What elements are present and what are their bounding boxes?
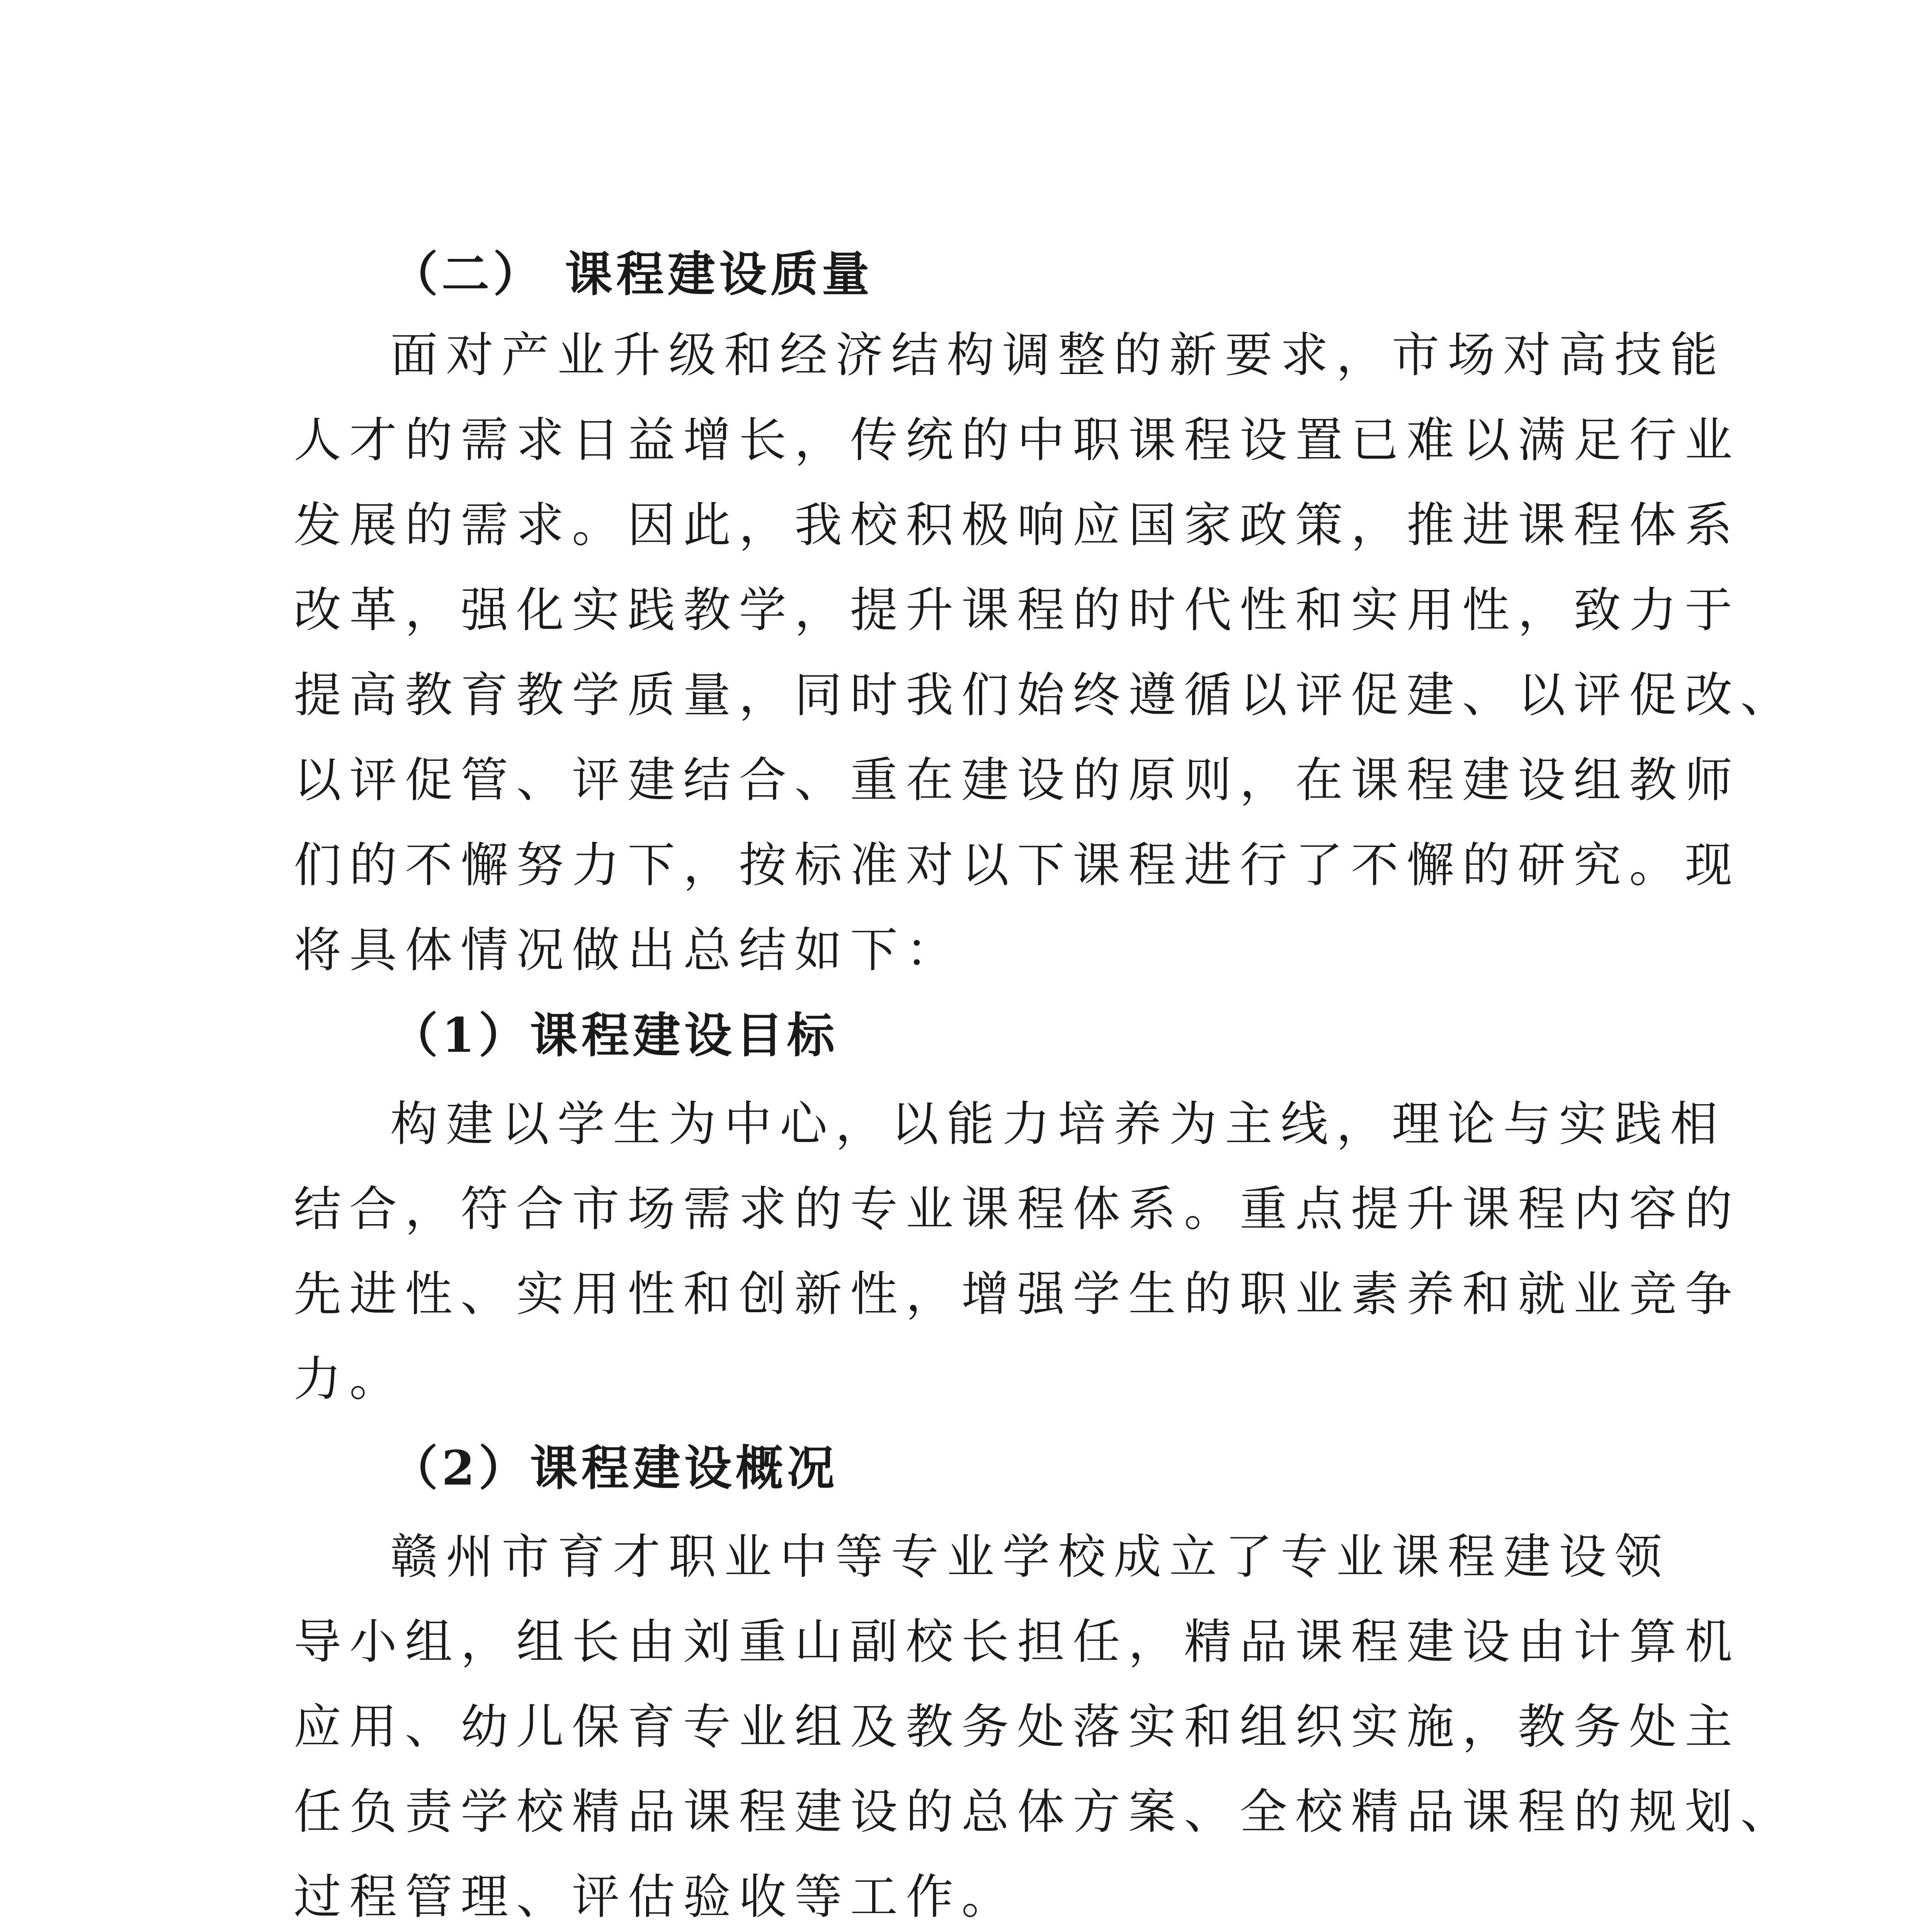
paragraph-1-line-6: 以评促管、评建结合、重在建设的原则，在课程建设组教师 <box>294 753 1740 808</box>
paragraph-1-line-8: 将具体情况做出总结如下： <box>294 923 961 978</box>
paragraph-1-line-4: 改革，强化实践教学，提升课程的时代性和实用性，致力于 <box>294 583 1740 638</box>
paragraph-3-line-1: 赣州市育才职业中等专业学校成立了专业课程建设领 <box>390 1529 1670 1585</box>
paragraph-2-line-3: 先进性、实用性和创新性，增强学生的职业素养和就业竞争 <box>294 1267 1740 1322</box>
subheading-2: （2）课程建设概况 <box>390 1440 839 1496</box>
paragraph-2-line-1: 构建以学生为中心，以能力培养为主线，理论与实践相 <box>390 1097 1726 1152</box>
paragraph-3-line-5: 过程管理、评估验收等工作。 <box>294 1869 1017 1925</box>
paragraph-2-line-4: 力。 <box>294 1352 405 1407</box>
paragraph-1-line-5: 提高教育教学质量，同时我们始终遵循以评促建、以评促改、 <box>294 668 1796 723</box>
section-heading: （二） 课程建设质量 <box>390 247 873 302</box>
paragraph-2-line-2: 结合，符合市场需求的专业课程体系。重点提升课程内容的 <box>294 1182 1740 1237</box>
paragraph-1-line-1: 面对产业升级和经济结构调整的新要求，市场对高技能 <box>390 328 1726 383</box>
paragraph-3-line-3: 应用、幼儿保育专业组及教务处落实和组织实施，教务处主 <box>294 1699 1740 1755</box>
paragraph-1-line-2: 人才的需求日益增长，传统的中职课程设置已难以满足行业 <box>294 413 1740 468</box>
paragraph-3-line-2: 导小组，组长由刘重山副校长担任，精品课程建设由计算机 <box>294 1614 1740 1670</box>
paragraph-1-line-7: 们的不懈努力下，按标准对以下课程进行了不懈的研究。现 <box>294 838 1740 893</box>
paragraph-1-line-3: 发展的需求。因此，我校积极响应国家政策，推进课程体系 <box>294 498 1740 553</box>
subheading-1: （1）课程建设目标 <box>390 1008 839 1063</box>
paragraph-3-line-4: 任负责学校精品课程建设的总体方案、全校精品课程的规划、 <box>294 1784 1796 1840</box>
